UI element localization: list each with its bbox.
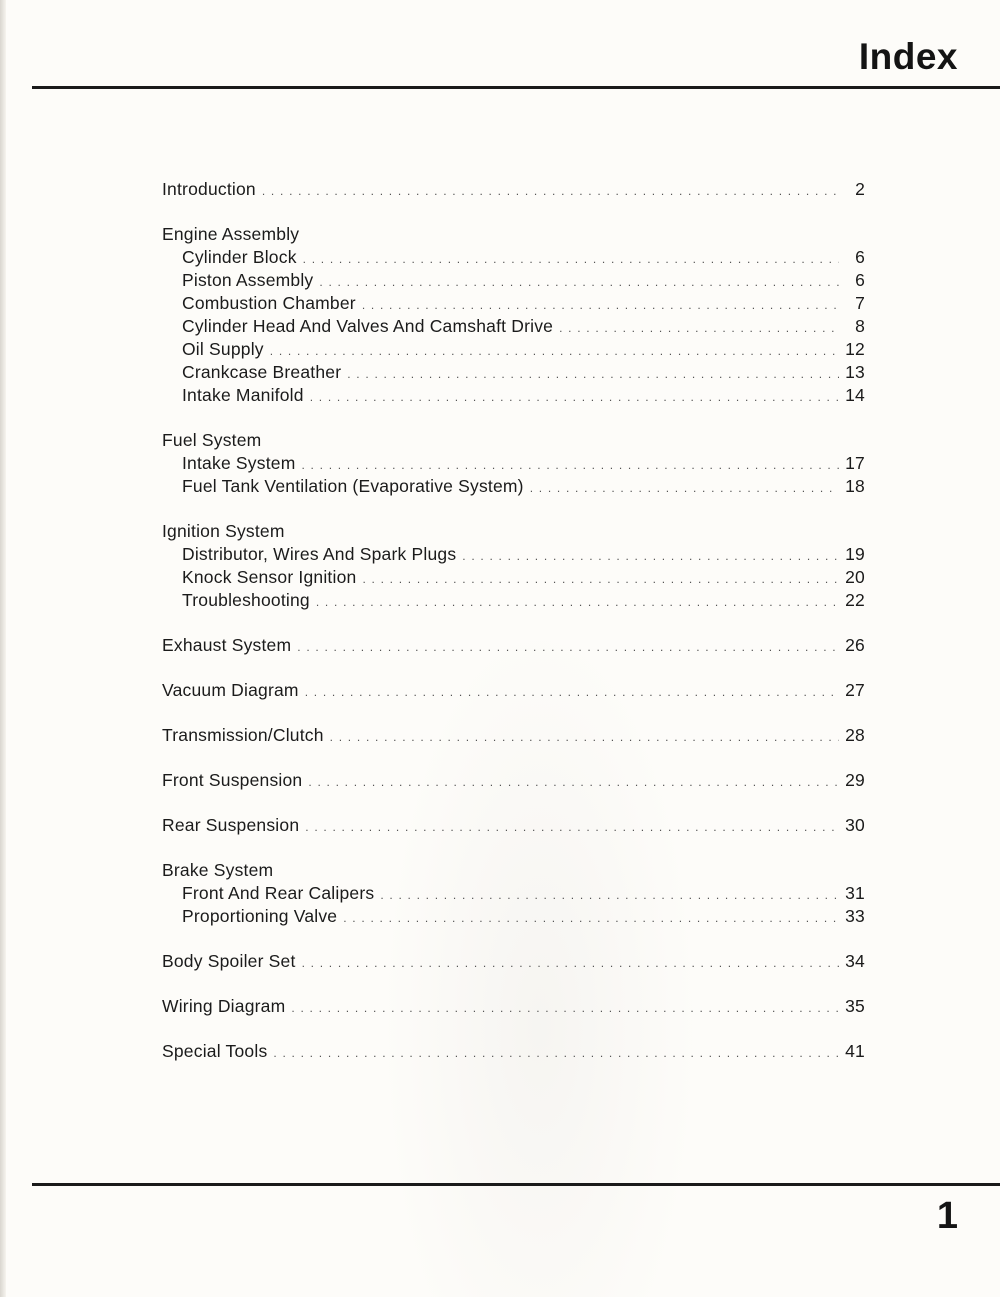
bottom-rule [32,1183,1000,1186]
toc-entry-label: Intake Manifold [182,385,304,405]
toc-entry[interactable] [162,475,865,498]
toc-entry[interactable] [162,1040,865,1063]
toc-entry-label: Troubleshooting [182,590,310,610]
toc-entry-label: Fuel Tank Ventilation (Evaporative System) [182,476,524,496]
toc-entry[interactable] [162,724,865,747]
dot-leader [347,361,839,386]
toc-entry[interactable] [162,338,865,361]
toc-entry[interactable] [162,950,865,973]
page-edge [0,0,6,1297]
toc-entry-page: 31 [845,883,865,903]
dot-leader [305,814,839,839]
toc-entry[interactable] [162,361,865,384]
toc-entry-label: Exhaust System [162,635,292,655]
toc-entry-label: Vacuum Diagram [162,680,299,700]
toc-group [162,769,865,792]
dot-leader [319,269,839,294]
toc-section-heading: Ignition System [162,521,285,541]
toc-entry-label: Oil Supply [182,339,264,359]
toc-entry-label: Knock Sensor Ignition [182,567,357,587]
toc-group [162,1040,865,1063]
toc-entry[interactable] [162,269,865,292]
toc-entry[interactable] [162,292,865,315]
toc-entry-page: 2 [855,179,865,199]
dot-leader [343,905,839,930]
toc-entry-page: 26 [845,635,865,655]
toc-section-heading: Engine Assembly [162,224,300,244]
dot-leader [297,634,839,659]
toc-entry-label: Front Suspension [162,770,303,790]
toc-entry-page: 7 [855,293,865,313]
toc-entry-page: 34 [845,951,865,971]
toc-entry[interactable] [162,315,865,338]
toc-group [162,859,865,928]
dot-leader [270,338,839,363]
page-number: 1 [936,1195,958,1237]
toc-entry-label: Transmission/Clutch [162,725,324,745]
dot-leader [291,995,839,1020]
toc-entry-page: 6 [855,270,865,290]
toc-entry[interactable] [162,679,865,702]
toc-entry[interactable] [162,769,865,792]
toc-group [162,178,865,201]
toc-entry-page: 8 [855,316,865,336]
dot-leader [273,1040,839,1065]
toc-group [162,520,865,612]
dot-leader [462,543,839,568]
toc-entry[interactable] [162,905,865,928]
toc-group [162,814,865,837]
toc-entry-page: 33 [845,906,865,926]
toc-entry-label: Combustion Chamber [182,293,356,313]
toc-group [162,995,865,1018]
dot-leader [262,178,839,203]
toc-entry-page: 27 [845,680,865,700]
toc-group [162,950,865,973]
toc-entry-page: 20 [845,567,865,587]
toc-entry[interactable] [162,882,865,905]
dot-leader [305,679,839,704]
dot-leader [316,589,839,614]
toc-entry-page: 6 [855,247,865,267]
toc-entry-page: 19 [845,544,865,564]
dot-leader [303,246,839,271]
toc-entry[interactable] [162,566,865,589]
toc-entry[interactable] [162,543,865,566]
toc-entry-page: 29 [845,770,865,790]
toc-entry-label: Intake System [182,453,296,473]
toc-entry-label: Crankcase Breather [182,362,342,382]
dot-leader [301,452,839,477]
dot-leader [310,384,839,409]
toc-group [162,634,865,657]
page-title: Index [858,36,958,77]
toc-entry-label: Cylinder Head And Valves And Camshaft Drive [182,316,554,336]
toc-entry-page: 22 [845,590,865,610]
toc-entry-label: Piston Assembly [182,270,314,290]
toc-section-heading: Brake System [162,860,274,880]
toc-entry-page: 28 [845,725,865,745]
toc-entry[interactable] [162,384,865,407]
toc-entry-page: 14 [845,385,865,405]
toc-entry-label: Special Tools [162,1041,268,1061]
toc-group [162,679,865,702]
dot-leader [308,769,839,794]
toc-entry-page: 13 [845,362,865,382]
toc-entry-page: 30 [845,815,865,835]
toc-entry-page: 12 [845,339,865,359]
toc-entry-label: Proportioning Valve [182,906,338,926]
toc-group [162,724,865,747]
toc-entry[interactable] [162,452,865,475]
toc-entry-label: Cylinder Block [182,247,297,267]
dot-leader [330,724,839,749]
toc-entry-page: 17 [845,453,865,473]
table-of-contents [162,178,865,1085]
toc-entry[interactable] [162,634,865,657]
toc-entry-label: Distributor, Wires And Spark Plugs [182,544,457,564]
toc-group [162,223,865,407]
toc-entry[interactable] [162,995,865,1018]
toc-entry[interactable] [162,178,865,201]
toc-entry[interactable] [162,814,865,837]
toc-section-heading: Fuel System [162,430,262,450]
toc-entry-label: Introduction [162,179,256,199]
toc-entry-page: 35 [845,996,865,1016]
top-rule [32,86,1000,89]
toc-entry-label: Front And Rear Calipers [182,883,375,903]
toc-entry[interactable] [162,246,865,269]
dot-leader [302,950,839,975]
toc-entry-page: 18 [845,476,865,496]
toc-entry-label: Wiring Diagram [162,996,286,1016]
toc-entry-label: Rear Suspension [162,815,300,835]
toc-group [162,429,865,498]
toc-entry[interactable] [162,589,865,612]
toc-entry-page: 41 [845,1041,865,1061]
dot-leader [530,475,839,500]
dot-leader [362,566,839,591]
dot-leader [559,315,839,340]
toc-entry-label: Body Spoiler Set [162,951,296,971]
dot-leader [380,882,839,907]
dot-leader [362,292,839,317]
